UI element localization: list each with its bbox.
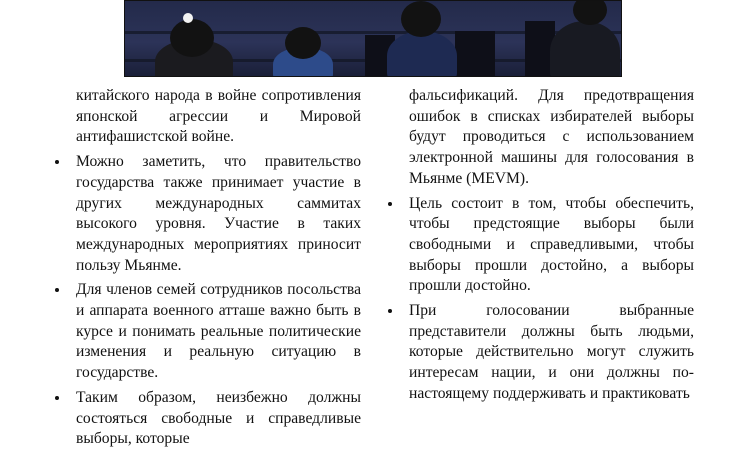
audience-photo [124, 0, 622, 77]
left-bullet-embassy-families: Для членов семей сотрудников посольства и аппарата военного атташе важно быть в курсе и понимать реальные политические изменения и реальную ситуацию в государстве. [55, 280, 361, 384]
left-bullet-elections: Таким образом, неизбежно должны состояться свободные и справедливые выборы, которые [55, 388, 361, 450]
left-bullet-summits: Можно заметить, что правительство государства также принимает участие в других международных саммитах высокого уровня. Участие в таких международных мероприятиях приносит пользу Мьянме. [55, 152, 361, 276]
right-bullet-goal: Цель состоит в том, чтобы обеспечить, чтобы предстоящие выборы были свободными и справедливыми, чтобы выборы прошли достойно, а выборы прошли достойно. [388, 194, 694, 298]
right-paragraph-continuation: фальсификаций. Для предотвращения ошибок в списках избирателей выборы будут проводиться с использованием электронной машины для голосования в Мьянме (MEVM). [409, 87, 694, 187]
left-paragraph-continuation: китайского народа в войне сопротивления японской агрессии и Мировой антифашистской войне. [76, 87, 361, 146]
left-column [55, 86, 361, 454]
right-bullet-voting: При голосовании выбранные представители должны быть людьми, которые действительно могут служить интересам нации, и они должны по-настоящему поддерживать и практиковать [388, 301, 694, 405]
right-column [388, 86, 694, 409]
